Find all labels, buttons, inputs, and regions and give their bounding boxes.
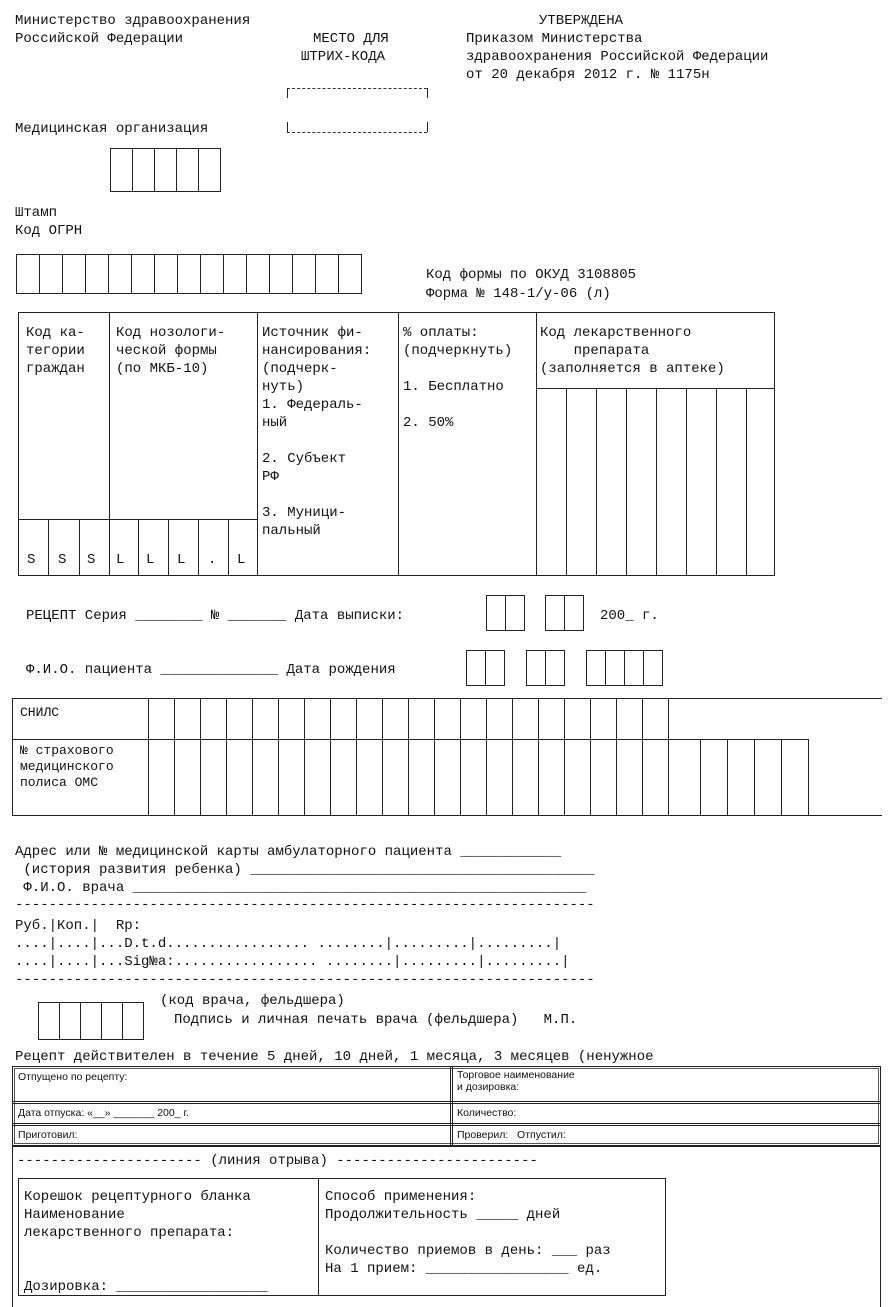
divider-1: --------------------------------------------------------------------- — [15, 897, 595, 913]
doctor-code-cells[interactable] — [39, 1002, 144, 1040]
l-cell-1: L — [116, 552, 125, 568]
ministry-line1: Министерство здравоохранения — [15, 13, 251, 29]
barcode-label-1: МЕСТО ДЛЯ — [313, 31, 389, 47]
signa-line: ....|....|...Sig№a:................. ........|.........|.........| — [15, 954, 570, 970]
l-cell-dot: . — [208, 552, 217, 568]
citizen-category-header: Код ка- тегории граждан — [26, 325, 85, 377]
barcode-label-2: ШТРИХ-КОДА — [301, 49, 386, 65]
divider-2: --------------------------------------------------------------------- — [15, 972, 595, 988]
okud-code: Код формы по ОКУД 3108805 — [426, 267, 637, 283]
l-cell-4: L — [237, 552, 246, 568]
l-cell-3: L — [177, 552, 186, 568]
drug-code-header: Код лекарственного препарата (заполняется в аптеке) — [540, 325, 725, 377]
doctor-signature-label: Подпись и личная печать врача (фельдшера) М.П. — [174, 1012, 578, 1028]
nosology-header: Код нозологи- ческой формы (по МКБ-10) — [116, 325, 226, 377]
stub-left: Корешок рецептурного бланка Наименование лекарственного препарата: Дозировка: __________________ — [24, 1189, 268, 1295]
quantity-label: Количество: — [457, 1107, 517, 1119]
issue-month-cells[interactable] — [546, 595, 584, 631]
validity-line: Рецепт действителен в течение 5 дней, 10 дней, 1 месяца, 3 месяцев (ненужное — [15, 1049, 654, 1065]
birth-year-cells[interactable] — [587, 650, 663, 686]
ministry-line2: Российской Федерации — [15, 31, 184, 47]
doctor-name-line: Ф.И.О. врача ______________________________________________________ — [15, 880, 587, 896]
dtd-line: ....|....|...D.t.d................. ........|.........|.........| — [15, 936, 562, 952]
cut-line: ---------------------- (линия отрыва) ------------------------ — [17, 1153, 538, 1169]
issue-day-cells[interactable] — [487, 595, 525, 631]
address-line: Адрес или № медицинской карты амбулаторного пациента ____________ — [15, 844, 562, 860]
polis-label: № страхового медицинского полиса ОМС — [20, 743, 114, 790]
issue-year: 200_ г. — [600, 608, 659, 624]
form-number: Форма № 148-1/у-06 (л) — [426, 286, 611, 302]
patient-name-line: Ф.И.О. пациента ______________ Дата рождения — [26, 662, 396, 678]
order-line1: Приказом Министерства — [466, 31, 643, 47]
recipe-series-line: РЕЦЕПТ Серия ________ № _______ Дата выписки: — [26, 608, 405, 624]
birth-month-cells[interactable] — [527, 650, 565, 686]
checked-label: Проверил: Отпустил: — [457, 1129, 566, 1141]
med-org-label: Медицинская организация — [15, 121, 209, 137]
release-date-label: Дата отпуска: «__» _______ 200_ г. — [18, 1107, 189, 1119]
history-line: (история развития ребенка) _________________________________________ — [15, 862, 595, 878]
order-line2: здравоохранения Российской Федерации — [466, 49, 769, 65]
financing-source-header: Источник фи- нансирования: (подчерк- нуть) 1. Федераль- ный 2. Субъект РФ 3. Муници- пальный — [262, 325, 372, 539]
med-org-code-cells[interactable] — [111, 148, 221, 192]
ogrn-cells[interactable] — [17, 254, 362, 294]
s-cell-3: S — [87, 552, 96, 568]
released-label: Отпущено по рецепту: — [18, 1071, 128, 1083]
doctor-code-label: (код врача, фельдшера) — [160, 993, 345, 1009]
approved-title: УТВЕРЖДЕНА — [539, 13, 624, 29]
birth-day-cells[interactable] — [467, 650, 505, 686]
order-line3: от 20 декабря 2012 г. № 1175н — [466, 67, 710, 83]
stamp-label: Штамп — [15, 205, 58, 221]
payment-percent-header: % оплаты: (подчеркнуть) 1. Бесплатно 2. 50% — [403, 325, 513, 431]
snils-label: СНИЛС — [20, 705, 60, 720]
prepared-label: Приготовил: — [18, 1129, 78, 1141]
l-cell-2: L — [146, 552, 155, 568]
trade-name-label: Торговое наименование и дозировка: — [457, 1069, 575, 1093]
rub-kop-header: Руб.|Коп.| Rp: — [15, 918, 142, 934]
ids-block — [12, 698, 882, 816]
ogrn-label: Код ОГРН — [15, 223, 83, 239]
s-cell-1: S — [27, 552, 36, 568]
s-cell-2: S — [58, 552, 67, 568]
stub-right: Способ применения: Продолжительность _____ дней Количество приемов в день: ___ раз На 1 прием: _________________ ед. — [325, 1189, 611, 1277]
